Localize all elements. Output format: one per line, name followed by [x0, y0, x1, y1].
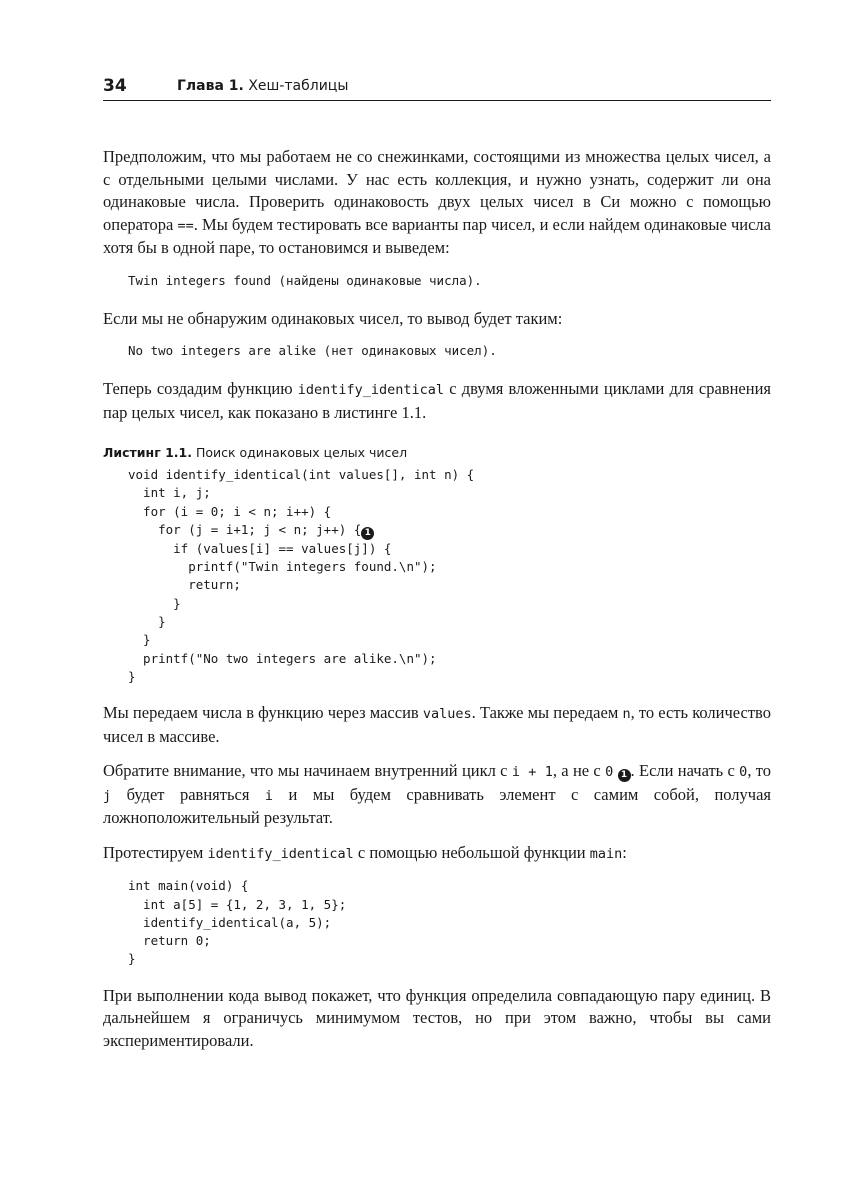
paragraph-values: Мы передаем числа в функцию через массив values. Также мы передаем n, то есть количество чисел в массиве.: [103, 703, 771, 746]
output-example-none: No two integers are alike (нет одинаковых чисел).: [128, 343, 497, 358]
listing-label: Листинг 1.1.: [103, 445, 192, 460]
chapter-label: Глава 1.: [177, 78, 244, 94]
paragraph-no-match: Если мы не обнаружим одинаковых чисел, то вывод будет таким:: [103, 308, 563, 328]
output-example-found: Twin integers found (найдены одинаковые числа).: [128, 272, 482, 288]
paragraph-function-intro: Теперь создадим функцию identify_identical с двумя вложенными циклами для сравнения пар целых чисел, как показано в листинге 1.1.: [103, 379, 771, 422]
listing-code: void identify_identical(int values[], int n) { int i, j; for (i = 0; i < n; i++) { for (j = i+1; j < n; j++) { 1 if (values[i] == values[j]) { printf("Twin integers found.\n"); return; } } } printf("No two integers are alike.\n"); }: [128, 467, 475, 684]
callout-marker-icon: 1: [361, 527, 374, 540]
paragraph-conclusion: При выполнении кода вывод покажет, что функция определила совпадающую пару единиц. В дальнейшем я ограничусь минимумом тестов, но при этом важно, чтобы вы сами экспериментировали.: [103, 985, 771, 1050]
running-head: [177, 78, 348, 94]
page-number: 34: [103, 76, 127, 96]
callout-marker-icon: 1: [618, 769, 631, 782]
page-body: [103, 146, 771, 1064]
paragraph-intro: Предположим, что мы работаем не со снежинками, состоящими из множества целых чисел, а с отдельными целыми числами. У нас есть коллекция, и нужно узнать, содержит ли она одинаковые числа. Проверить одинаковость двух целых чисел в Си можно с помощью оператора ==. Мы будем тестировать все варианты пар чисел, и если найдем одинаковые числа хотя бы в одной паре, то остановимся и выведем:: [103, 147, 771, 257]
paragraph-inner-loop: Обратите внимание, что мы начинаем внутренний цикл с i + 1, а не с 0 1 . Если начать с 0, то j будет равняться i и мы будем сравнивать элемент с самим собой, получая ложноположительный результат.: [103, 761, 772, 828]
main-code: int main(void) { int a[5] = {1, 2, 3, 1, 5}; identify_identical(a, 5); return 0; }: [128, 878, 347, 967]
page-header: [103, 74, 771, 101]
listing-caption: [103, 444, 771, 462]
paragraph-test: Протестируем identify_identical с помощью небольшой функции main:: [103, 842, 627, 862]
listing-title: Поиск одинаковых целых чисел: [195, 445, 408, 460]
chapter-title: Хеш-таблицы: [248, 78, 349, 94]
